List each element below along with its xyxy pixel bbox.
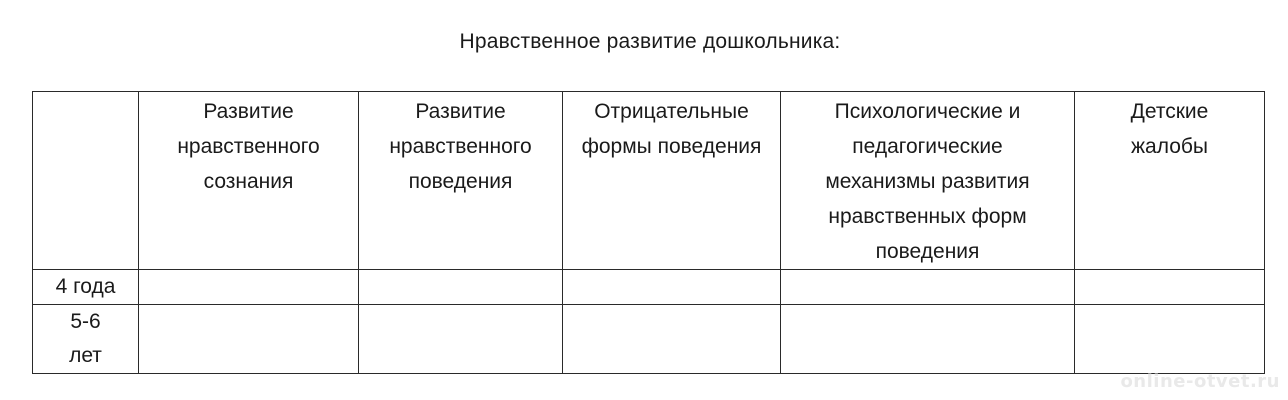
column-header-text: Развитие нравственного поведения [389,100,532,193]
table-cell [139,270,359,305]
site-watermark: online-otvet.ru [1120,371,1280,392]
table-cell [139,305,359,374]
development-table [32,91,1265,374]
header-row [33,92,1265,270]
column-header-text: Отрицательные формы поведения [581,100,762,158]
table-cell [1075,270,1265,305]
table-cell [563,270,781,305]
row-label-text: 5-6 лет [69,310,102,367]
column-header-text: Психологические и педагогические механизмы развития нравственных форм поведения [825,100,1030,263]
document-title: Нравственное развитие дошкольника: [459,30,841,53]
column-header [1075,92,1265,270]
table-cell [1075,305,1265,374]
table-cell [781,270,1075,305]
column-header-text: Детские жалобы [1130,100,1209,158]
column-header [359,92,563,270]
corner-cell [33,92,139,270]
table-cell [359,270,563,305]
column-header [563,92,781,270]
table-cell [359,305,563,374]
table-row [33,305,1265,374]
column-header [139,92,359,270]
column-header [781,92,1075,270]
row-label [33,305,139,374]
table-row [33,270,1265,305]
column-header-text: Развитие нравственного сознания [177,100,320,193]
table-cell [781,305,1075,374]
table-cell [563,305,781,374]
row-label: 4 года [33,270,139,305]
